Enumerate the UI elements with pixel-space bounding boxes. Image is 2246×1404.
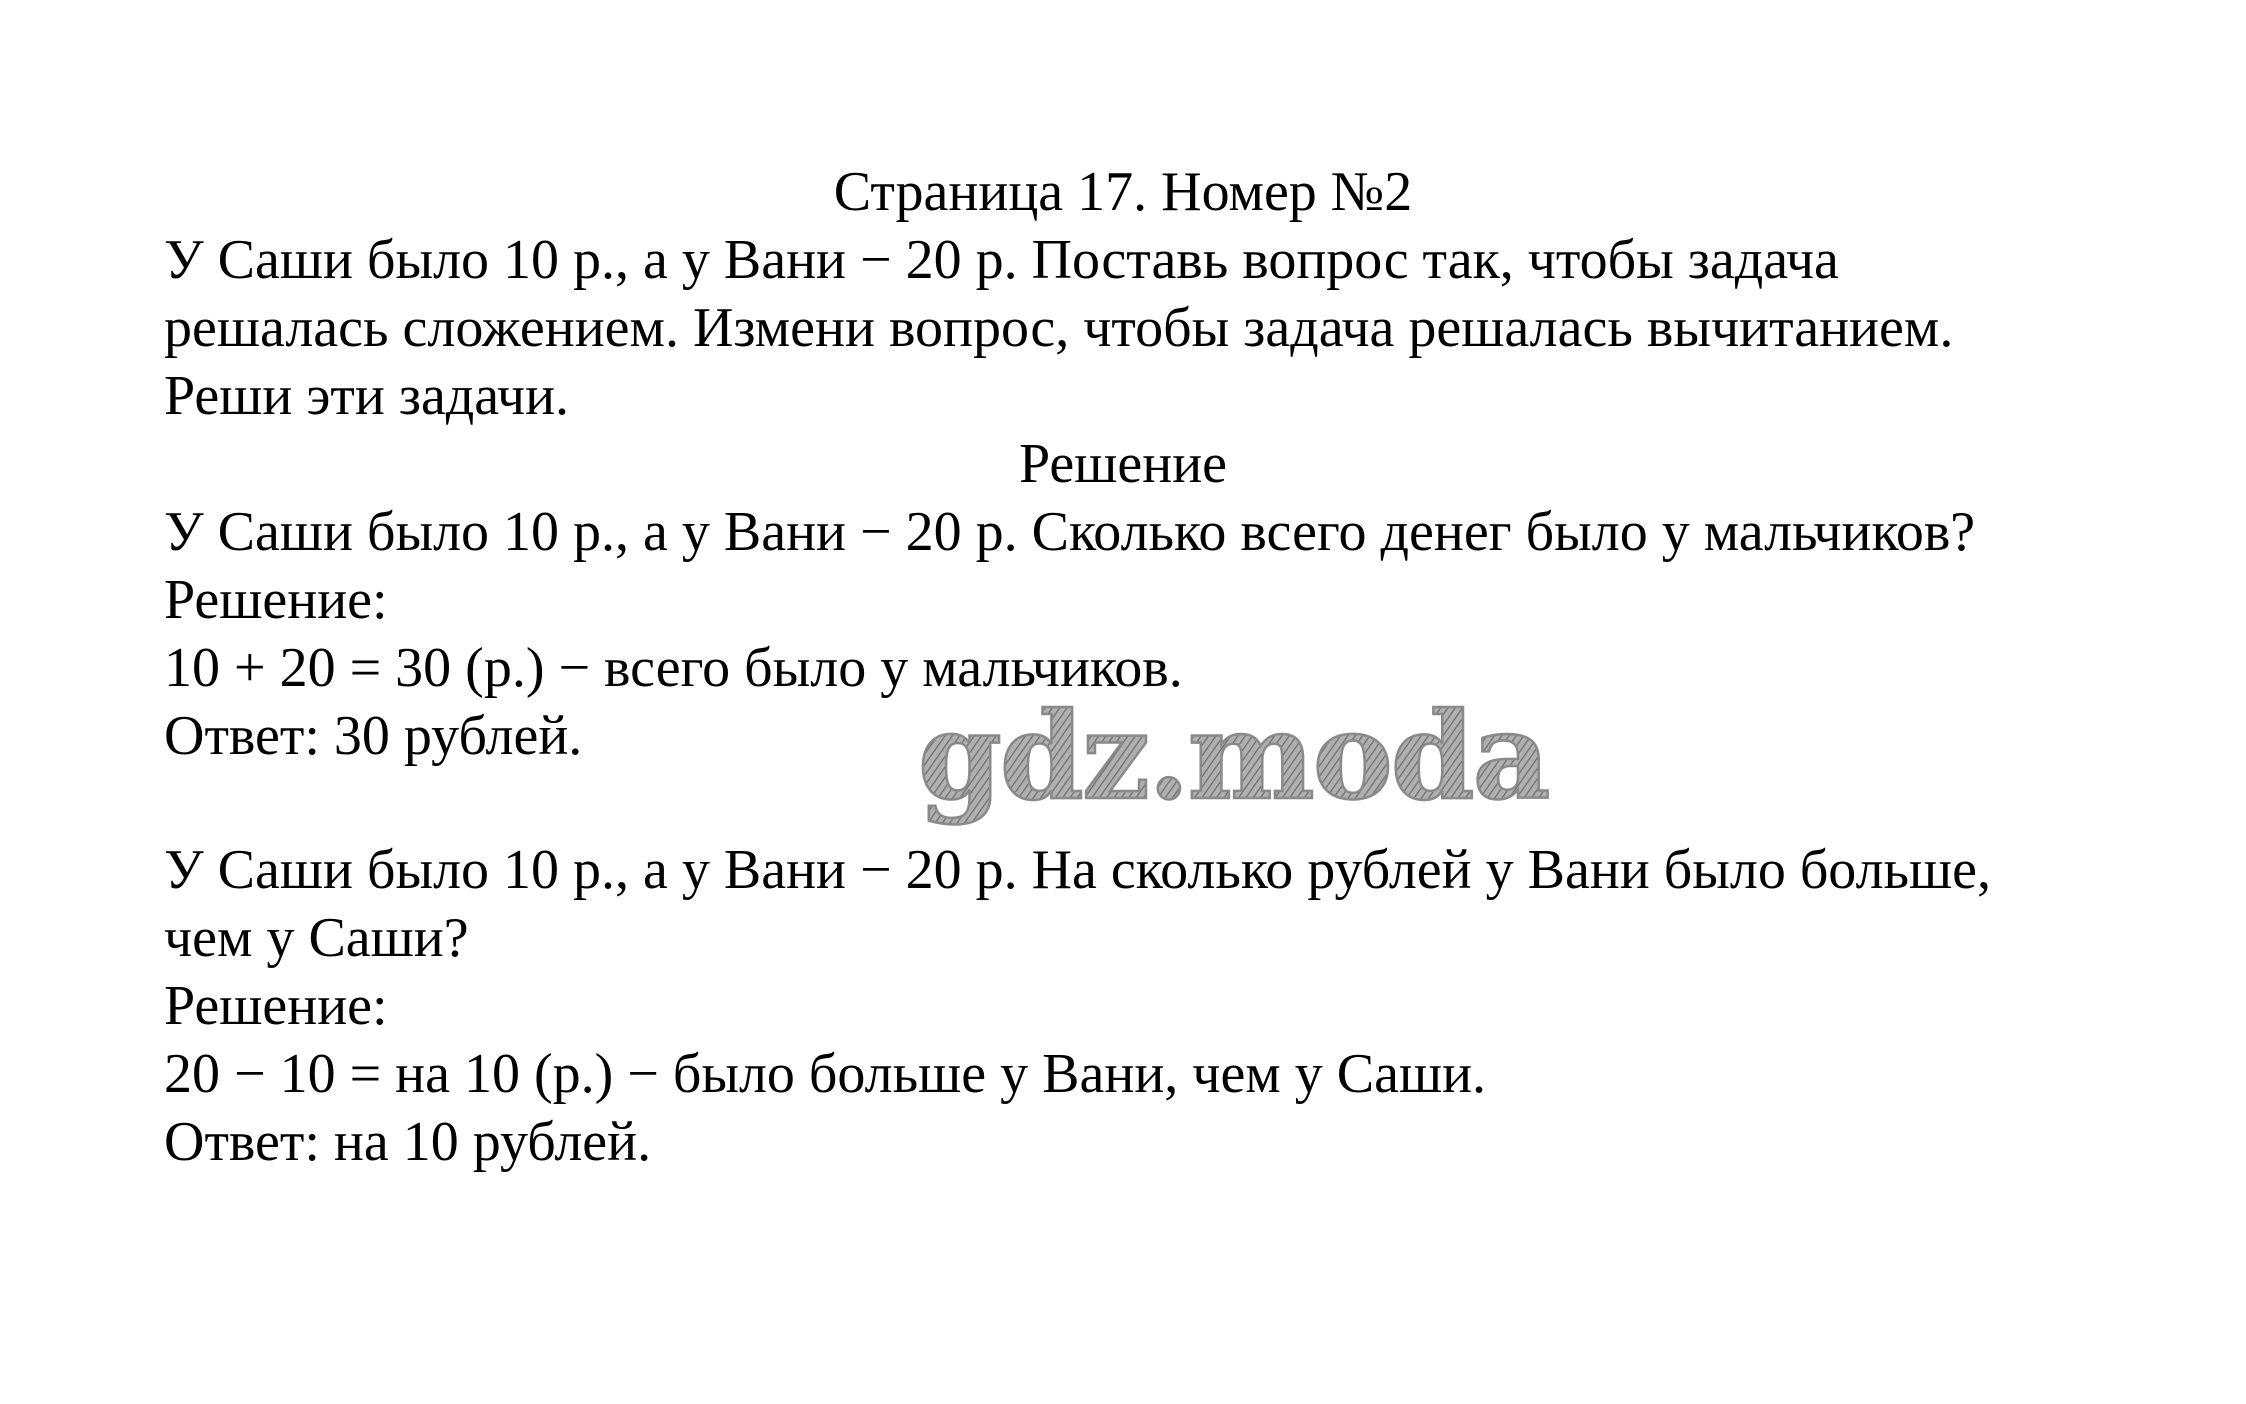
part2-solution-label: Решение:: [164, 975, 388, 1037]
part1-question: У Саши было 10 р., а у Вани − 20 р. Сколько всего денег было у мальчиков?: [164, 501, 1976, 563]
part1-answer: Ответ: 30 рублей.: [164, 705, 583, 767]
svg-text:gdz.moda: gdz.moda: [918, 686, 1549, 827]
page-heading: Страница 17. Номер №2: [833, 161, 1413, 223]
part2-answer: Ответ: на 10 рублей.: [164, 1111, 652, 1173]
task-line-2: решалась сложением. Измени вопрос, чтобы задача решалась вычитанием.: [164, 297, 1954, 359]
task-line-1: У Саши было 10 р., а у Вани − 20 р. Поставь вопрос так, чтобы задача: [164, 229, 1839, 291]
watermark-logo: [910, 680, 1550, 850]
part1-calc: 10 + 20 = 30 (р.) − всего было у мальчиков.: [164, 637, 1183, 699]
task-line-3: Реши эти задачи.: [164, 365, 570, 427]
part2-question-line-2: чем у Саши?: [164, 907, 469, 969]
part2-question-line-1: У Саши было 10 р., а у Вани − 20 р. На сколько рублей у Вани было больше,: [164, 839, 1992, 901]
part1-solution-label: Решение:: [164, 569, 388, 631]
part2-calc: 20 − 10 = на 10 (р.) − было больше у Вани, чем у Саши.: [164, 1043, 1487, 1105]
solution-heading: Решение: [1018, 433, 1228, 495]
